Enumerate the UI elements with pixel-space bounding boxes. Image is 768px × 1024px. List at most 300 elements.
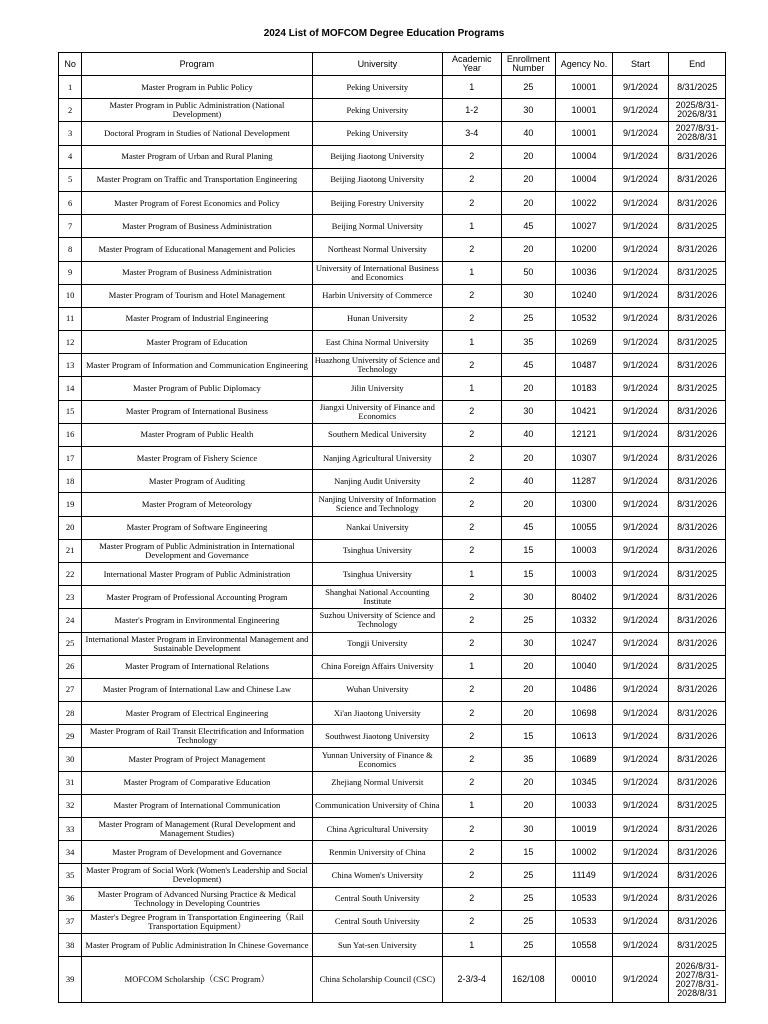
program-cell: Master Program in Public Policy	[82, 76, 312, 99]
enrollment-cell: 30	[501, 586, 556, 609]
agency-no-cell: 10036	[556, 261, 613, 284]
row-number: 20	[59, 516, 82, 539]
end-date-cell: 8/31/2025	[669, 76, 726, 99]
table-row	[59, 516, 726, 539]
table-row	[59, 818, 726, 841]
program-cell: Master Program of Industrial Engineering	[82, 307, 312, 330]
program-cell: Master Program of Public Administration in International Development and Governance	[82, 539, 312, 562]
table-row	[59, 168, 726, 191]
row-number: 29	[59, 725, 82, 748]
university-cell: East China Normal University	[312, 331, 442, 354]
start-date-cell: 9/1/2024	[612, 910, 669, 933]
agency-no-cell: 10532	[556, 307, 613, 330]
academic-year-cell: 2	[443, 191, 502, 214]
programs-table	[58, 52, 726, 1003]
university-cell: Central South University	[312, 910, 442, 933]
start-date-cell: 9/1/2024	[612, 748, 669, 771]
row-number: 15	[59, 400, 82, 423]
academic-year-cell: 1	[443, 377, 502, 400]
enrollment-cell: 20	[501, 678, 556, 701]
agency-no-cell: 10019	[556, 818, 613, 841]
program-cell: MOFCOM Scholarship（CSC Program）	[82, 957, 312, 1003]
university-cell: Nanjing Agricultural University	[312, 447, 442, 470]
university-cell: Zhejiang Normal Universit	[312, 771, 442, 794]
row-number: 7	[59, 215, 82, 238]
start-date-cell: 9/1/2024	[612, 678, 669, 701]
program-cell: Master Program of Development and Governance	[82, 841, 312, 864]
start-date-cell: 9/1/2024	[612, 702, 669, 725]
university-cell: Peking University	[312, 122, 442, 145]
table-row	[59, 702, 726, 725]
university-cell: Central South University	[312, 887, 442, 910]
table-row	[59, 539, 726, 562]
enrollment-cell: 25	[501, 307, 556, 330]
university-cell: Sun Yat-sen University	[312, 933, 442, 956]
enrollment-cell: 40	[501, 423, 556, 446]
enrollment-cell: 162/108	[501, 957, 556, 1003]
start-date-cell: 9/1/2024	[612, 493, 669, 516]
table-row	[59, 748, 726, 771]
row-number: 8	[59, 238, 82, 261]
academic-year-cell: 2	[443, 470, 502, 493]
academic-year-cell: 1	[443, 76, 502, 99]
university-cell: Jiangxi University of Finance and Economics	[312, 400, 442, 423]
table-row	[59, 145, 726, 168]
end-date-cell: 8/31/2026	[669, 238, 726, 261]
row-number: 25	[59, 632, 82, 655]
university-cell: Beijing Jiaotong University	[312, 145, 442, 168]
table-row	[59, 562, 726, 585]
start-date-cell: 9/1/2024	[612, 632, 669, 655]
university-cell: Suzhou University of Science and Technology	[312, 609, 442, 632]
agency-no-cell: 10033	[556, 794, 613, 817]
program-cell: Master Program of Meteorology	[82, 493, 312, 516]
start-date-cell: 9/1/2024	[612, 794, 669, 817]
academic-year-cell: 1	[443, 215, 502, 238]
end-date-cell: 8/31/2025	[669, 933, 726, 956]
table-row	[59, 609, 726, 632]
program-cell: Master Program of International Communication	[82, 794, 312, 817]
program-cell: International Master Program of Public Administration	[82, 562, 312, 585]
end-date-cell: 8/31/2026	[669, 702, 726, 725]
start-date-cell: 9/1/2024	[612, 933, 669, 956]
university-cell: China Agricultural University	[312, 818, 442, 841]
agency-no-cell: 10300	[556, 493, 613, 516]
row-number: 23	[59, 586, 82, 609]
program-cell: Master Program of Fishery Science	[82, 447, 312, 470]
table-row	[59, 725, 726, 748]
agency-no-cell: 10240	[556, 284, 613, 307]
agency-no-cell: 10004	[556, 168, 613, 191]
start-date-cell: 9/1/2024	[612, 331, 669, 354]
table-row	[59, 122, 726, 145]
row-number: 19	[59, 493, 82, 516]
academic-year-cell: 2	[443, 493, 502, 516]
enrollment-cell: 50	[501, 261, 556, 284]
program-cell: Master Program of Public Diplomacy	[82, 377, 312, 400]
end-date-cell: 8/31/2025	[669, 215, 726, 238]
university-cell: Tongji University	[312, 632, 442, 655]
enrollment-cell: 25	[501, 609, 556, 632]
start-date-cell: 9/1/2024	[612, 423, 669, 446]
agency-no-cell: 10613	[556, 725, 613, 748]
start-date-cell: 9/1/2024	[612, 562, 669, 585]
row-number: 24	[59, 609, 82, 632]
row-number: 37	[59, 910, 82, 933]
program-cell: Master Program of Software Engineering	[82, 516, 312, 539]
col-header-agency-no: Agency No.	[556, 53, 613, 76]
academic-year-cell: 1	[443, 655, 502, 678]
enrollment-cell: 20	[501, 377, 556, 400]
program-cell: Master Program of International Business	[82, 400, 312, 423]
col-header-no: No	[59, 53, 82, 76]
end-date-cell: 8/31/2026	[669, 423, 726, 446]
row-number: 36	[59, 887, 82, 910]
academic-year-cell: 3-4	[443, 122, 502, 145]
table-row	[59, 841, 726, 864]
program-cell: Doctoral Program in Studies of National Development	[82, 122, 312, 145]
table-row	[59, 191, 726, 214]
enrollment-cell: 45	[501, 354, 556, 377]
start-date-cell: 9/1/2024	[612, 725, 669, 748]
university-cell: Southern Medical University	[312, 423, 442, 446]
university-cell: Peking University	[312, 76, 442, 99]
end-date-cell: 8/31/2026	[669, 818, 726, 841]
university-cell: Wuhan University	[312, 678, 442, 701]
end-date-cell: 8/31/2025	[669, 377, 726, 400]
table-body	[59, 76, 726, 1003]
university-cell: Beijing Jiaotong University	[312, 168, 442, 191]
program-cell: Master Program on Traffic and Transportation Engineering	[82, 168, 312, 191]
table-row	[59, 423, 726, 446]
agency-no-cell: 10533	[556, 887, 613, 910]
col-header-academic-year: Academic Year	[443, 53, 502, 76]
university-cell: University of International Business and Economics	[312, 261, 442, 284]
start-date-cell: 9/1/2024	[612, 586, 669, 609]
start-date-cell: 9/1/2024	[612, 99, 669, 122]
agency-no-cell: 10698	[556, 702, 613, 725]
enrollment-cell: 20	[501, 794, 556, 817]
row-number: 4	[59, 145, 82, 168]
start-date-cell: 9/1/2024	[612, 168, 669, 191]
university-cell: China Women's University	[312, 864, 442, 887]
program-cell: Master Program of Advanced Nursing Practice & Medical Technology in Developing Countries	[82, 887, 312, 910]
row-number: 35	[59, 864, 82, 887]
enrollment-cell: 35	[501, 331, 556, 354]
agency-no-cell: 12121	[556, 423, 613, 446]
table-row	[59, 261, 726, 284]
agency-no-cell: 10486	[556, 678, 613, 701]
row-number: 1	[59, 76, 82, 99]
end-date-cell: 8/31/2026	[669, 168, 726, 191]
enrollment-cell: 35	[501, 748, 556, 771]
end-date-cell: 8/31/2026	[669, 307, 726, 330]
table-row	[59, 794, 726, 817]
end-date-cell: 8/31/2026	[669, 609, 726, 632]
row-number: 33	[59, 818, 82, 841]
start-date-cell: 9/1/2024	[612, 864, 669, 887]
academic-year-cell: 2	[443, 841, 502, 864]
enrollment-cell: 45	[501, 215, 556, 238]
enrollment-cell: 20	[501, 191, 556, 214]
agency-no-cell: 10307	[556, 447, 613, 470]
program-cell: Master Program of Professional Accounting Program	[82, 586, 312, 609]
col-header-end: End	[669, 53, 726, 76]
end-date-cell: 8/31/2025	[669, 331, 726, 354]
enrollment-cell: 20	[501, 493, 556, 516]
row-number: 30	[59, 748, 82, 771]
enrollment-cell: 15	[501, 562, 556, 585]
enrollment-cell: 15	[501, 539, 556, 562]
agency-no-cell: 80402	[556, 586, 613, 609]
program-cell: Master's Degree Program in Transportation Engineering（Rail Transportation Equipment）	[82, 910, 312, 933]
col-header-program: Program	[82, 53, 312, 76]
start-date-cell: 9/1/2024	[612, 307, 669, 330]
row-number: 31	[59, 771, 82, 794]
table-row	[59, 632, 726, 655]
agency-no-cell: 10022	[556, 191, 613, 214]
table-row	[59, 284, 726, 307]
program-cell: Master Program of Electrical Engineering	[82, 702, 312, 725]
row-number: 5	[59, 168, 82, 191]
academic-year-cell: 2	[443, 284, 502, 307]
start-date-cell: 9/1/2024	[612, 122, 669, 145]
academic-year-cell: 2	[443, 910, 502, 933]
enrollment-cell: 15	[501, 841, 556, 864]
table-row	[59, 887, 726, 910]
start-date-cell: 9/1/2024	[612, 76, 669, 99]
university-cell: Nanjing Audit University	[312, 470, 442, 493]
table-row	[59, 586, 726, 609]
end-date-cell: 8/31/2026	[669, 748, 726, 771]
table-row	[59, 910, 726, 933]
start-date-cell: 9/1/2024	[612, 539, 669, 562]
start-date-cell: 9/1/2024	[612, 377, 669, 400]
academic-year-cell: 2	[443, 725, 502, 748]
academic-year-cell: 2	[443, 145, 502, 168]
program-cell: Master Program of Public Administration In Chinese Governance	[82, 933, 312, 956]
table-row	[59, 215, 726, 238]
end-date-cell: 8/31/2026	[669, 725, 726, 748]
academic-year-cell: 2	[443, 539, 502, 562]
table-row	[59, 99, 726, 122]
academic-year-cell: 1-2	[443, 99, 502, 122]
start-date-cell: 9/1/2024	[612, 771, 669, 794]
agency-no-cell: 10200	[556, 238, 613, 261]
col-header-start: Start	[612, 53, 669, 76]
end-date-cell: 8/31/2026	[669, 284, 726, 307]
document-title: 2024 List of MOFCOM Degree Education Programs	[263, 28, 505, 39]
program-cell: Master Program of International Relations	[82, 655, 312, 678]
row-number: 2	[59, 99, 82, 122]
academic-year-cell: 2-3/3-4	[443, 957, 502, 1003]
row-number: 34	[59, 841, 82, 864]
academic-year-cell: 2	[443, 447, 502, 470]
table-row	[59, 307, 726, 330]
row-number: 10	[59, 284, 82, 307]
start-date-cell: 9/1/2024	[612, 354, 669, 377]
end-date-cell: 2027/8/31-2028/8/31	[669, 122, 726, 145]
program-cell: Master's Program in Environmental Engineering	[82, 609, 312, 632]
program-cell: Master Program of Social Work (Women's Leadership and Social Development)	[82, 864, 312, 887]
university-cell: China Foreign Affairs University	[312, 655, 442, 678]
start-date-cell: 9/1/2024	[612, 215, 669, 238]
university-cell: Nanjing University of Information Science and Technology	[312, 493, 442, 516]
end-date-cell: 8/31/2026	[669, 586, 726, 609]
agency-no-cell: 10001	[556, 122, 613, 145]
start-date-cell: 9/1/2024	[612, 238, 669, 261]
enrollment-cell: 30	[501, 284, 556, 307]
table-row	[59, 400, 726, 423]
agency-no-cell: 10004	[556, 145, 613, 168]
agency-no-cell: 00010	[556, 957, 613, 1003]
academic-year-cell: 1	[443, 933, 502, 956]
enrollment-cell: 20	[501, 655, 556, 678]
start-date-cell: 9/1/2024	[612, 609, 669, 632]
program-cell: International Master Program in Environmental Management and Sustainable Development	[82, 632, 312, 655]
academic-year-cell: 2	[443, 168, 502, 191]
program-cell: Master Program of Comparative Education	[82, 771, 312, 794]
academic-year-cell: 2	[443, 771, 502, 794]
row-number: 21	[59, 539, 82, 562]
university-cell: Jilin University	[312, 377, 442, 400]
academic-year-cell: 1	[443, 562, 502, 585]
row-number: 17	[59, 447, 82, 470]
table-row	[59, 771, 726, 794]
table-row	[59, 377, 726, 400]
row-number: 26	[59, 655, 82, 678]
university-cell: Renmin University of China	[312, 841, 442, 864]
end-date-cell: 8/31/2026	[669, 910, 726, 933]
table-row	[59, 655, 726, 678]
row-number: 32	[59, 794, 82, 817]
university-cell: Northeast Normal University	[312, 238, 442, 261]
enrollment-cell: 25	[501, 887, 556, 910]
table-row	[59, 470, 726, 493]
row-number: 12	[59, 331, 82, 354]
start-date-cell: 9/1/2024	[612, 841, 669, 864]
academic-year-cell: 2	[443, 609, 502, 632]
program-cell: Master Program of Project Management	[82, 748, 312, 771]
university-cell: Shanghai National Accounting Institute	[312, 586, 442, 609]
university-cell: Tsinghua University	[312, 539, 442, 562]
program-cell: Master Program of Forest Economics and Policy	[82, 191, 312, 214]
end-date-cell: 8/31/2025	[669, 562, 726, 585]
start-date-cell: 9/1/2024	[612, 470, 669, 493]
row-number: 13	[59, 354, 82, 377]
agency-no-cell: 10533	[556, 910, 613, 933]
row-number: 11	[59, 307, 82, 330]
academic-year-cell: 2	[443, 423, 502, 446]
table-row	[59, 331, 726, 354]
enrollment-cell: 20	[501, 145, 556, 168]
agency-no-cell: 11287	[556, 470, 613, 493]
row-number: 38	[59, 933, 82, 956]
program-cell: Master Program of Business Administration	[82, 215, 312, 238]
academic-year-cell: 1	[443, 331, 502, 354]
university-cell: Communication University of China	[312, 794, 442, 817]
table-row	[59, 678, 726, 701]
table-row	[59, 447, 726, 470]
academic-year-cell: 2	[443, 678, 502, 701]
start-date-cell: 9/1/2024	[612, 957, 669, 1003]
agency-no-cell: 10027	[556, 215, 613, 238]
row-number: 16	[59, 423, 82, 446]
university-cell: Huazhong University of Science and Technology	[312, 354, 442, 377]
agency-no-cell: 10183	[556, 377, 613, 400]
enrollment-cell: 20	[501, 168, 556, 191]
enrollment-cell: 20	[501, 447, 556, 470]
agency-no-cell: 10689	[556, 748, 613, 771]
end-date-cell: 8/31/2026	[669, 191, 726, 214]
academic-year-cell: 2	[443, 702, 502, 725]
end-date-cell: 8/31/2026	[669, 678, 726, 701]
end-date-cell: 8/31/2026	[669, 539, 726, 562]
end-date-cell: 8/31/2026	[669, 864, 726, 887]
academic-year-cell: 2	[443, 887, 502, 910]
academic-year-cell: 2	[443, 400, 502, 423]
row-number: 9	[59, 261, 82, 284]
enrollment-cell: 20	[501, 702, 556, 725]
program-cell: Master Program of Tourism and Hotel Management	[82, 284, 312, 307]
university-cell: Peking University	[312, 99, 442, 122]
enrollment-cell: 30	[501, 632, 556, 655]
start-date-cell: 9/1/2024	[612, 261, 669, 284]
agency-no-cell: 10003	[556, 562, 613, 585]
end-date-cell: 8/31/2026	[669, 771, 726, 794]
academic-year-cell: 2	[443, 516, 502, 539]
row-number: 39	[59, 957, 82, 1003]
enrollment-cell: 30	[501, 818, 556, 841]
row-number: 18	[59, 470, 82, 493]
agency-no-cell: 10040	[556, 655, 613, 678]
start-date-cell: 9/1/2024	[612, 447, 669, 470]
end-date-cell: 8/31/2026	[669, 354, 726, 377]
end-date-cell: 8/31/2026	[669, 493, 726, 516]
agency-no-cell: 10055	[556, 516, 613, 539]
program-cell: Master Program of Rail Transit Electrification and Information Technology	[82, 725, 312, 748]
row-number: 3	[59, 122, 82, 145]
program-cell: Master Program of Urban and Rural Planing	[82, 145, 312, 168]
enrollment-cell: 25	[501, 910, 556, 933]
table-row	[59, 493, 726, 516]
end-date-cell: 8/31/2025	[669, 794, 726, 817]
program-cell: Master Program of Public Health	[82, 423, 312, 446]
col-header-university: University	[312, 53, 442, 76]
table-row	[59, 933, 726, 956]
table-header	[59, 53, 726, 76]
col-header-enrollment-number: Enrollment Number	[501, 53, 556, 76]
start-date-cell: 9/1/2024	[612, 516, 669, 539]
end-date-cell: 2025/8/31-2026/8/31	[669, 99, 726, 122]
table-row	[59, 957, 726, 1003]
enrollment-cell: 30	[501, 400, 556, 423]
university-cell: Beijing Normal University	[312, 215, 442, 238]
end-date-cell: 8/31/2026	[669, 887, 726, 910]
enrollment-cell: 40	[501, 470, 556, 493]
agency-no-cell: 10003	[556, 539, 613, 562]
enrollment-cell: 20	[501, 771, 556, 794]
enrollment-cell: 25	[501, 76, 556, 99]
university-cell: Xi'an Jiaotong University	[312, 702, 442, 725]
academic-year-cell: 2	[443, 818, 502, 841]
program-cell: Master Program of Information and Communication Engineering	[82, 354, 312, 377]
table-row	[59, 864, 726, 887]
university-cell: Nankai University	[312, 516, 442, 539]
start-date-cell: 9/1/2024	[612, 145, 669, 168]
academic-year-cell: 2	[443, 864, 502, 887]
enrollment-cell: 30	[501, 99, 556, 122]
